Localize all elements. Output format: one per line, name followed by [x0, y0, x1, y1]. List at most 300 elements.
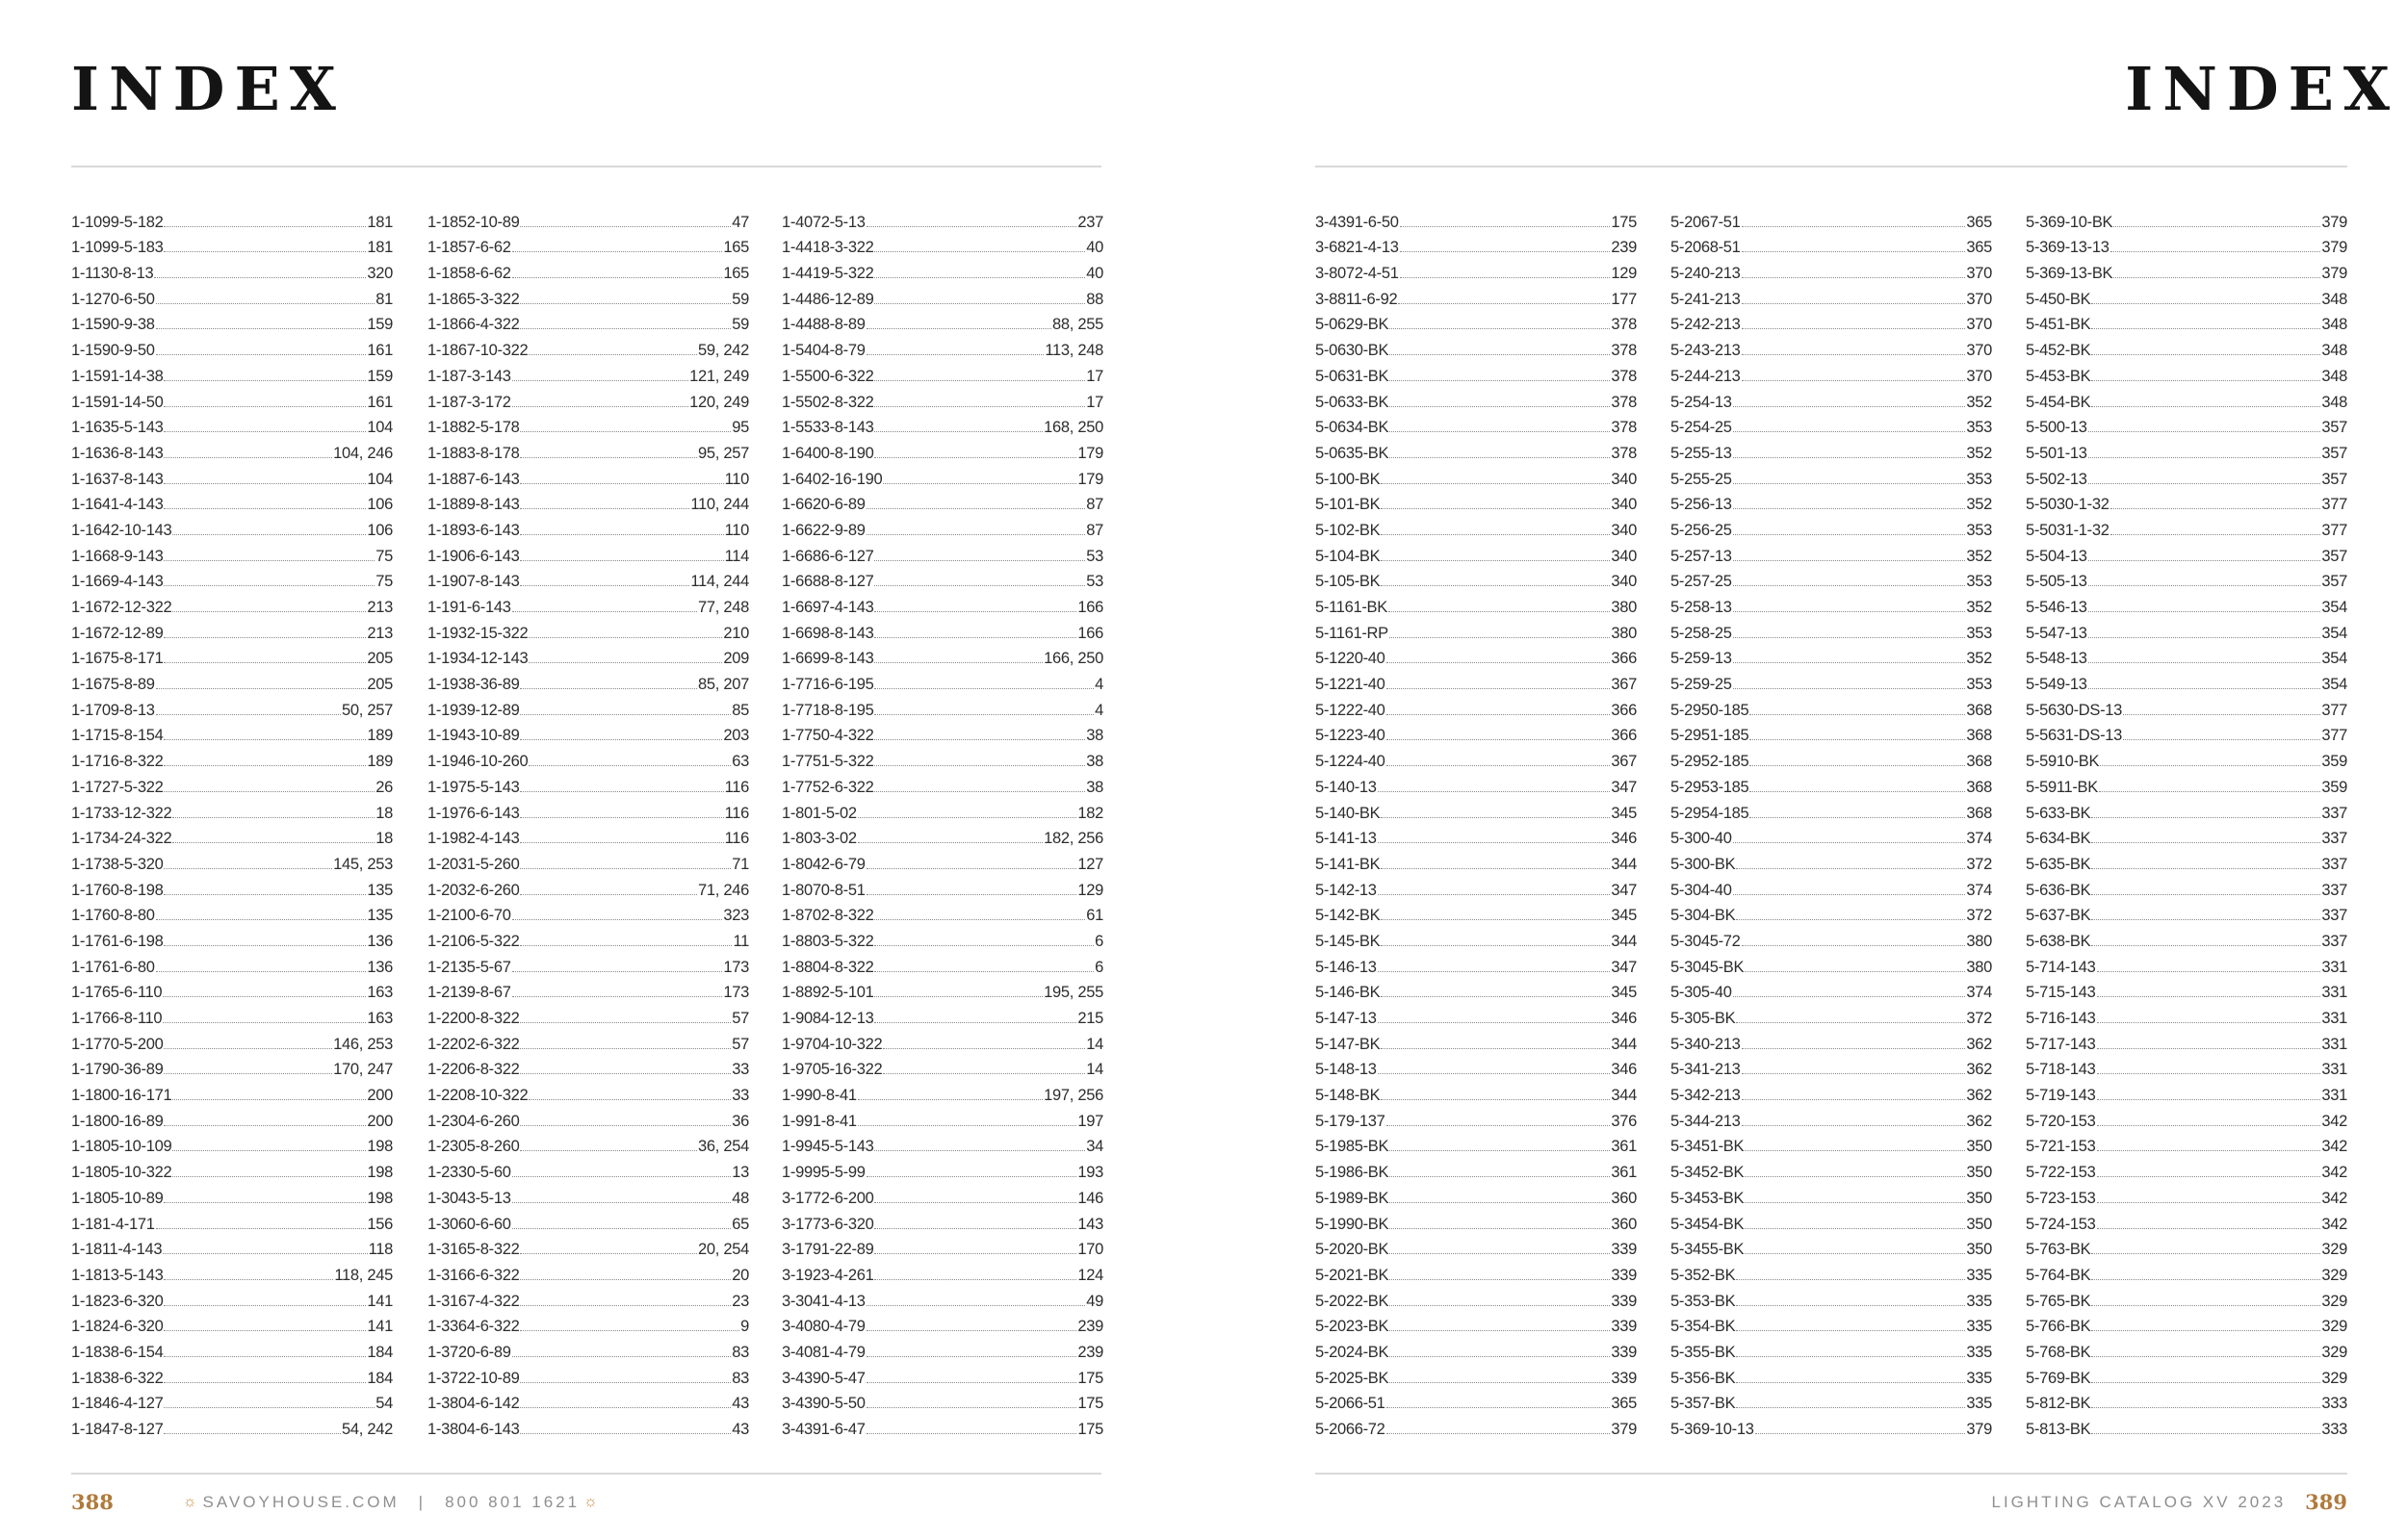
dot-leader [1389, 354, 1610, 355]
dot-leader [156, 303, 375, 304]
dot-leader [1736, 919, 1965, 920]
page-reference: 14 [1086, 1035, 1103, 1053]
index-entry [2026, 797, 2347, 823]
dot-leader [2091, 919, 2320, 920]
page-reference: 163 [367, 1010, 393, 1027]
product-code: 1-7718-8-195 [782, 701, 874, 719]
product-code: 1-1642-10-143 [71, 521, 172, 539]
index-entry [1315, 900, 1637, 926]
index-entry [782, 540, 1103, 566]
product-code: 1-1727-5-322 [71, 778, 164, 796]
page-reference: 141 [367, 1292, 393, 1310]
page-reference: 346 [1611, 830, 1637, 848]
dot-leader [520, 328, 731, 329]
page-reference: 54 [375, 1395, 393, 1413]
product-code: 5-720-153 [2026, 1112, 2096, 1130]
product-code: 5-179-137 [1315, 1112, 1385, 1130]
index-entry [1315, 1002, 1637, 1028]
index-entry [782, 823, 1103, 849]
page-reference: 48 [732, 1189, 749, 1207]
page-reference: 357 [2321, 573, 2347, 591]
index-entry [1670, 591, 1992, 617]
product-code: 5-342-213 [1670, 1087, 1741, 1105]
product-code: 5-714-143 [2026, 958, 2096, 976]
index-entry [71, 437, 393, 463]
product-code: 1-1130-8-13 [71, 265, 154, 283]
dot-leader [2091, 1433, 2320, 1434]
dot-leader [874, 611, 1076, 612]
page-reference: 9 [740, 1318, 749, 1336]
index-entry [1670, 514, 1992, 540]
page-reference: 166 [1077, 599, 1103, 616]
dot-leader [1389, 637, 1610, 638]
index-entry [2026, 309, 2347, 335]
index-entry [1670, 1311, 1992, 1337]
page-reference: 337 [2321, 804, 2347, 822]
product-code: 1-5404-8-79 [782, 342, 866, 360]
product-code: 5-722-153 [2026, 1164, 2096, 1182]
sun-icon: ☼ [182, 1493, 197, 1510]
index-entry [427, 1054, 749, 1080]
product-code: 5-2023-BK [1315, 1318, 1389, 1336]
dot-leader [1736, 1382, 1965, 1383]
dot-leader [1389, 1202, 1610, 1203]
product-code: 5-1161-RP [1315, 624, 1388, 642]
dot-leader [1386, 714, 1611, 715]
product-code: 1-1813-5-143 [71, 1266, 164, 1284]
product-code: 1-3804-6-142 [427, 1395, 520, 1413]
index-entry [2026, 1285, 2347, 1311]
index-entry [1315, 745, 1637, 771]
dot-leader [2097, 1150, 2321, 1151]
index-entry [71, 1234, 393, 1260]
product-code: 1-191-6-143 [427, 599, 511, 616]
page-reference: 81 [375, 290, 393, 308]
dot-leader [2091, 945, 2320, 946]
dot-leader [2097, 996, 2321, 997]
dot-leader [883, 483, 1076, 484]
index-entry [2026, 206, 2347, 232]
page-reference: 335 [1966, 1343, 1992, 1361]
index-entry [427, 1285, 749, 1311]
dot-leader [1733, 457, 1966, 458]
index-entry [71, 668, 393, 694]
page-reference: 17 [1086, 393, 1103, 411]
dot-leader [2100, 765, 2320, 766]
website-link[interactable]: SAVOYHOUSE.COM [202, 1492, 400, 1511]
page-reference: 337 [2321, 830, 2347, 848]
product-code: 5-300-40 [1670, 830, 1732, 848]
page-reference: 239 [1077, 1343, 1103, 1361]
product-code: 1-6686-6-127 [782, 547, 874, 565]
page-reference: 380 [1966, 932, 1992, 950]
product-code: 1-5500-6-322 [782, 367, 874, 385]
product-code: 5-638-BK [2026, 932, 2091, 950]
page-reference: 166 [1077, 624, 1103, 642]
dot-leader [164, 457, 332, 458]
page-reference: 348 [2321, 316, 2347, 334]
product-code: 5-636-BK [2026, 881, 2091, 899]
index-entry [427, 566, 749, 592]
product-code: 3-3041-4-13 [782, 1292, 866, 1310]
index-column-4 [1315, 206, 1637, 1439]
index-entry [71, 1413, 393, 1439]
page-reference: 209 [723, 650, 749, 668]
index-entry [71, 643, 393, 669]
dot-leader [867, 1407, 1077, 1408]
product-code: 5-352-BK [1670, 1266, 1736, 1284]
index-entry [782, 412, 1103, 438]
index-entry [1315, 771, 1637, 797]
dot-leader [1381, 996, 1610, 997]
index-entry [427, 309, 749, 335]
dot-leader [529, 662, 722, 663]
page-reference: 179 [1077, 470, 1103, 488]
dot-leader [874, 303, 1085, 304]
page-reference: 38 [1086, 753, 1103, 771]
index-entry [71, 360, 393, 386]
index-entry [782, 591, 1103, 617]
index-entry [782, 1234, 1103, 1260]
index-entry [1315, 797, 1637, 823]
dot-leader [2091, 842, 2320, 843]
index-entry [427, 283, 749, 309]
index-entry [1670, 1362, 1992, 1388]
page-reference: 372 [1966, 1010, 1992, 1027]
page-reference: 348 [2321, 290, 2347, 308]
index-entry [782, 257, 1103, 283]
page-reference: 378 [1611, 444, 1637, 462]
index-entry [782, 1311, 1103, 1337]
product-code: 5-5630-DS-13 [2026, 701, 2123, 719]
product-code: 5-140-BK [1315, 804, 1381, 822]
index-entry [1315, 823, 1637, 849]
product-code: 1-2031-5-260 [427, 855, 520, 873]
dot-leader [1749, 739, 1965, 740]
page-reference: 353 [1966, 470, 1992, 488]
page-reference: 114, 244 [690, 573, 749, 591]
page-reference: 110, 244 [690, 496, 749, 514]
page-reference: 6 [1095, 932, 1103, 950]
page-reference: 380 [1611, 599, 1637, 616]
page-reference: 189 [367, 753, 393, 771]
dot-leader [520, 1407, 731, 1408]
product-code: 5-2954-185 [1670, 804, 1749, 822]
index-entry [2026, 386, 2347, 412]
index-entry [2026, 668, 2347, 694]
page-reference: 205 [367, 676, 393, 694]
page-reference: 372 [1966, 907, 1992, 925]
dot-leader [874, 1279, 1076, 1280]
dot-leader [1389, 328, 1610, 329]
dot-leader [2088, 431, 2321, 432]
index-entry [1315, 617, 1637, 643]
dot-leader [520, 894, 697, 895]
index-entry [2026, 334, 2347, 360]
dot-leader [1389, 1279, 1610, 1280]
product-code: 5-258-25 [1670, 624, 1732, 642]
product-code: 5-305-40 [1670, 984, 1732, 1002]
index-entry [2026, 1002, 2347, 1028]
page-reference: 197 [1077, 1112, 1103, 1130]
page-reference: 329 [2321, 1241, 2347, 1259]
product-code: 1-1675-8-89 [71, 676, 155, 694]
product-code: 5-300-BK [1670, 855, 1736, 873]
index-entry [71, 874, 393, 900]
page-reference: 340 [1611, 496, 1637, 514]
dot-leader [520, 817, 723, 818]
dot-leader [172, 1176, 366, 1177]
index-entry [427, 1234, 749, 1260]
page-reference: 181 [367, 213, 393, 231]
page-reference: 14 [1086, 1061, 1103, 1079]
dot-leader [1386, 1433, 1611, 1434]
page-reference: 370 [1966, 265, 1992, 283]
index-entry [427, 720, 749, 746]
index-entry [1315, 1234, 1637, 1260]
page-reference: 337 [2321, 855, 2347, 873]
index-entry [2026, 745, 2347, 771]
index-entry [427, 771, 749, 797]
page-reference: 63 [732, 753, 749, 771]
page-reference: 11 [733, 932, 749, 950]
page-reference: 181 [367, 239, 393, 257]
product-code: 1-5502-8-322 [782, 393, 874, 411]
page-reference: 345 [1611, 804, 1637, 822]
dot-leader [1386, 765, 1611, 766]
dot-leader [2091, 1382, 2320, 1383]
product-code: 5-242-213 [1670, 316, 1741, 334]
page-reference: 329 [2321, 1266, 2347, 1284]
product-code: 5-721-153 [2026, 1138, 2096, 1156]
dot-leader [1745, 1202, 1965, 1203]
dot-leader [164, 739, 366, 740]
product-code: 3-4391-6-47 [782, 1421, 866, 1438]
product-code: 1-1893-6-143 [427, 521, 520, 539]
page-reference: 88, 255 [1052, 316, 1103, 334]
page-reference: 210 [723, 624, 749, 642]
dot-leader [2091, 894, 2320, 895]
product-code: 1-1641-4-143 [71, 496, 164, 514]
page-reference: 378 [1611, 419, 1637, 437]
dot-leader [867, 226, 1077, 227]
product-code: 5-369-13-BK [2026, 265, 2113, 283]
page-reference: 342 [2321, 1112, 2347, 1130]
page-reference: 331 [2321, 958, 2347, 976]
dot-leader [2097, 1073, 2321, 1074]
dot-leader [520, 1279, 731, 1280]
dot-leader [2113, 277, 2320, 278]
product-code: 1-1761-6-80 [71, 958, 155, 976]
product-code: 3-1791-22-89 [782, 1241, 874, 1259]
dot-leader [1386, 662, 1611, 663]
page-reference: 333 [2321, 1395, 2347, 1413]
page-reference: 36 [732, 1112, 749, 1130]
index-entry [427, 1079, 749, 1105]
index-entry [782, 694, 1103, 720]
product-code: 1-1857-6-62 [427, 239, 511, 257]
index-entry [1315, 463, 1637, 489]
page-number: 388 [71, 1490, 114, 1514]
page-reference: 331 [2321, 984, 2347, 1002]
dot-leader [163, 1022, 366, 1023]
dot-leader [1398, 303, 1610, 304]
dot-leader [520, 560, 723, 561]
page-reference: 95, 257 [698, 444, 749, 462]
index-entry [2026, 412, 2347, 438]
product-code: 5-3451-BK [1670, 1138, 1745, 1156]
page-reference: 166, 250 [1044, 650, 1103, 668]
index-entry [71, 771, 393, 797]
dot-leader [1400, 251, 1611, 252]
page-reference: 360 [1611, 1189, 1637, 1207]
dot-leader [164, 1305, 366, 1306]
index-entry [71, 1208, 393, 1234]
index-entry [782, 1182, 1103, 1208]
dot-leader [164, 1279, 333, 1280]
product-code: 1-1889-8-143 [427, 496, 520, 514]
dot-leader [867, 1382, 1077, 1383]
page-reference: 357 [2321, 444, 2347, 462]
page-reference: 348 [2321, 367, 2347, 385]
product-code: 3-8072-4-51 [1315, 265, 1399, 283]
index-entry [2026, 1105, 2347, 1131]
page-reference: 120, 249 [689, 393, 749, 411]
page-reference: 156 [367, 1215, 393, 1233]
page-reference: 345 [1611, 984, 1637, 1002]
page-reference: 335 [1966, 1266, 1992, 1284]
dot-leader [2091, 1279, 2320, 1280]
index-entry [1315, 1388, 1637, 1414]
product-code: 5-3455-BK [1670, 1241, 1745, 1259]
page-reference: 43 [732, 1395, 749, 1413]
page-reference: 88 [1086, 290, 1103, 308]
product-code: 5-2022-BK [1315, 1292, 1389, 1310]
page-reference: 182, 256 [1044, 830, 1103, 848]
product-code: 5-637-BK [2026, 907, 2091, 925]
page-reference: 33 [732, 1087, 749, 1105]
page-reference: 370 [1966, 367, 1992, 385]
page-reference: 333 [2321, 1421, 2347, 1438]
dot-leader [1733, 996, 1966, 997]
page-reference: 378 [1611, 316, 1637, 334]
dot-leader [1381, 1048, 1610, 1049]
index-entry [782, 386, 1103, 412]
page-reference: 378 [1611, 367, 1637, 385]
product-code: 1-1976-6-143 [427, 804, 520, 822]
dot-leader [874, 380, 1085, 381]
dot-leader [520, 1330, 739, 1331]
dot-leader [1381, 945, 1610, 946]
product-code: 5-142-BK [1315, 907, 1381, 925]
dot-leader [156, 1228, 367, 1229]
index-entry [71, 232, 393, 258]
index-entry [2026, 925, 2347, 951]
page-reference: 339 [1611, 1266, 1637, 1284]
dot-leader [164, 406, 366, 407]
dot-leader [1381, 868, 1610, 869]
product-code: 5-2951-185 [1670, 727, 1749, 745]
index-entry [71, 1156, 393, 1182]
index-entry [1670, 463, 1992, 489]
dot-leader [874, 251, 1085, 252]
page-reference: 61 [1086, 907, 1103, 925]
product-code: 1-991-8-41 [782, 1112, 857, 1130]
product-code: 1-6622-9-89 [782, 521, 866, 539]
index-entry [427, 643, 749, 669]
dot-leader [1745, 1150, 1965, 1151]
index-entry [1670, 1413, 1992, 1439]
index-entry [71, 977, 393, 1003]
index-entry [71, 925, 393, 951]
index-entry [1315, 1413, 1637, 1439]
index-entry [782, 1259, 1103, 1285]
index-entry [1670, 257, 1992, 283]
product-code: 5-2068-51 [1670, 239, 1741, 257]
product-code: 1-1946-10-260 [427, 753, 529, 771]
product-code: 1-187-3-172 [427, 393, 511, 411]
page-reference: 59, 242 [698, 342, 749, 360]
product-code: 1-4072-5-13 [782, 213, 866, 231]
dot-leader [2088, 611, 2321, 612]
index-entry [1315, 489, 1637, 515]
dot-leader [2110, 251, 2321, 252]
index-entry [1315, 694, 1637, 720]
dot-leader [1386, 688, 1611, 689]
dot-leader [164, 1356, 366, 1357]
index-entry [1315, 1259, 1637, 1285]
dot-leader [2097, 1099, 2321, 1100]
index-entry [1670, 1208, 1992, 1234]
page-reference: 377 [2321, 701, 2347, 719]
product-code: 1-1738-5-320 [71, 855, 164, 873]
dot-leader [2097, 1022, 2321, 1023]
footer [1991, 1490, 2347, 1514]
index-entry [2026, 823, 2347, 849]
index-entry [427, 386, 749, 412]
index-entry [1315, 1285, 1637, 1311]
page-reference: 366 [1611, 650, 1637, 668]
index-entry [427, 925, 749, 951]
dot-leader [1389, 1356, 1610, 1357]
product-code: 1-1590-9-50 [71, 342, 155, 360]
dot-leader [163, 996, 366, 997]
page-reference: 380 [1966, 958, 1992, 976]
product-code: 1-1770-5-200 [71, 1035, 164, 1053]
page-reference: 50, 257 [342, 701, 393, 719]
product-code: 5-257-13 [1670, 547, 1732, 565]
page-reference: 168, 250 [1044, 419, 1103, 437]
dot-leader [164, 585, 375, 586]
product-code: 5-452-BK [2026, 342, 2091, 360]
product-code: 5-1989-BK [1315, 1189, 1389, 1207]
dot-leader [529, 765, 731, 766]
product-code: 5-0629-BK [1315, 316, 1389, 334]
product-code: 5-354-BK [1670, 1318, 1736, 1336]
page-reference: 368 [1966, 778, 1992, 796]
page-reference: 127 [1077, 855, 1103, 873]
dot-leader [164, 431, 366, 432]
page-reference: 380 [1611, 624, 1637, 642]
dot-leader [520, 842, 723, 843]
dot-leader [1381, 919, 1610, 920]
product-code: 1-1867-10-322 [427, 342, 529, 360]
page-reference: 379 [1611, 1421, 1637, 1438]
product-code: 1-1590-9-38 [71, 316, 155, 334]
page-reference: 339 [1611, 1292, 1637, 1310]
index-entry [2026, 566, 2347, 592]
index-entry [2026, 360, 2347, 386]
